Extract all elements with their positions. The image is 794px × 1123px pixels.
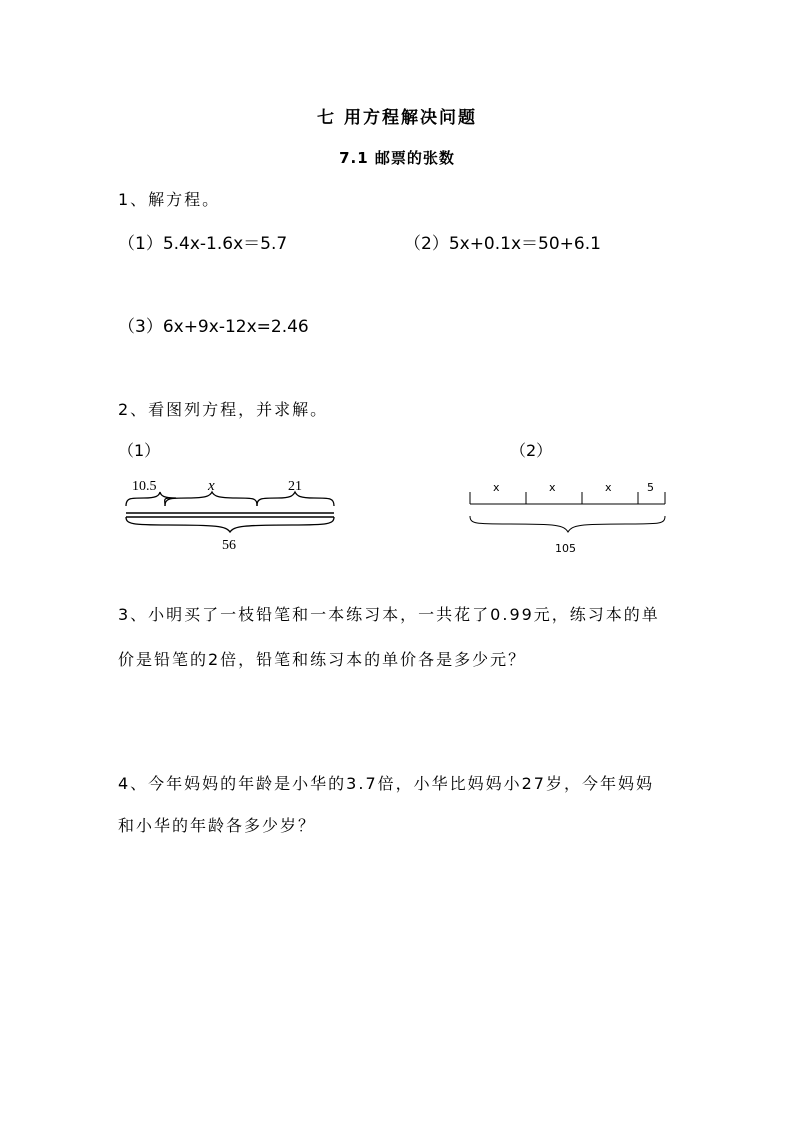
fig1-brace-right (257, 492, 334, 506)
q2-fig1-diagram (118, 468, 348, 560)
fig2-seg1: x (493, 481, 500, 494)
page-title: 七 用方程解决问题 (317, 108, 477, 128)
q4-line-1: 4、今年妈妈的年龄是小华的3.7倍，小华比妈妈小27岁，今年妈妈 (118, 774, 654, 793)
fig1-total: 56 (222, 538, 236, 553)
fig2-seg3: x (605, 481, 612, 494)
fig1-left-value: 10.5 (132, 479, 157, 494)
q2-fig2-diagram (460, 474, 675, 560)
q4-line-2: 和小华的年龄各多少岁？ (118, 816, 317, 835)
fig2-seg2: x (549, 481, 556, 494)
q2-fig1-label: （1） (118, 441, 161, 460)
fig2-seg4: 5 (647, 481, 654, 494)
fig1-middle-value: x (208, 478, 215, 494)
q1-equation-1: （1）5.4x-1.6x＝5.7 (118, 234, 288, 254)
fig1-brace-middle (165, 492, 257, 506)
q1-equation-3: （3）6x+9x-12x=2.46 (118, 317, 309, 337)
q3-line-2: 价是铅笔的2倍，铅笔和练习本的单价各是多少元？ (118, 650, 527, 669)
q3-line-1: 3、小明买了一枝铅笔和一本练习本，一共花了0.99元，练习本的单 (118, 605, 660, 624)
q1-equation-2: （2）5x+0.1x＝50+6.1 (404, 234, 601, 254)
fig2-brace-total (470, 516, 665, 532)
q2-fig2-label: （2） (510, 441, 553, 460)
q1-heading: 1、解方程。 (118, 190, 221, 209)
q2-heading: 2、看图列方程，并求解。 (118, 400, 329, 419)
section-subtitle: 7.1 邮票的张数 (339, 149, 455, 167)
fig1-right-value: 21 (288, 479, 302, 494)
fig2-total: 105 (555, 542, 576, 555)
fig1-brace-total (126, 517, 334, 532)
